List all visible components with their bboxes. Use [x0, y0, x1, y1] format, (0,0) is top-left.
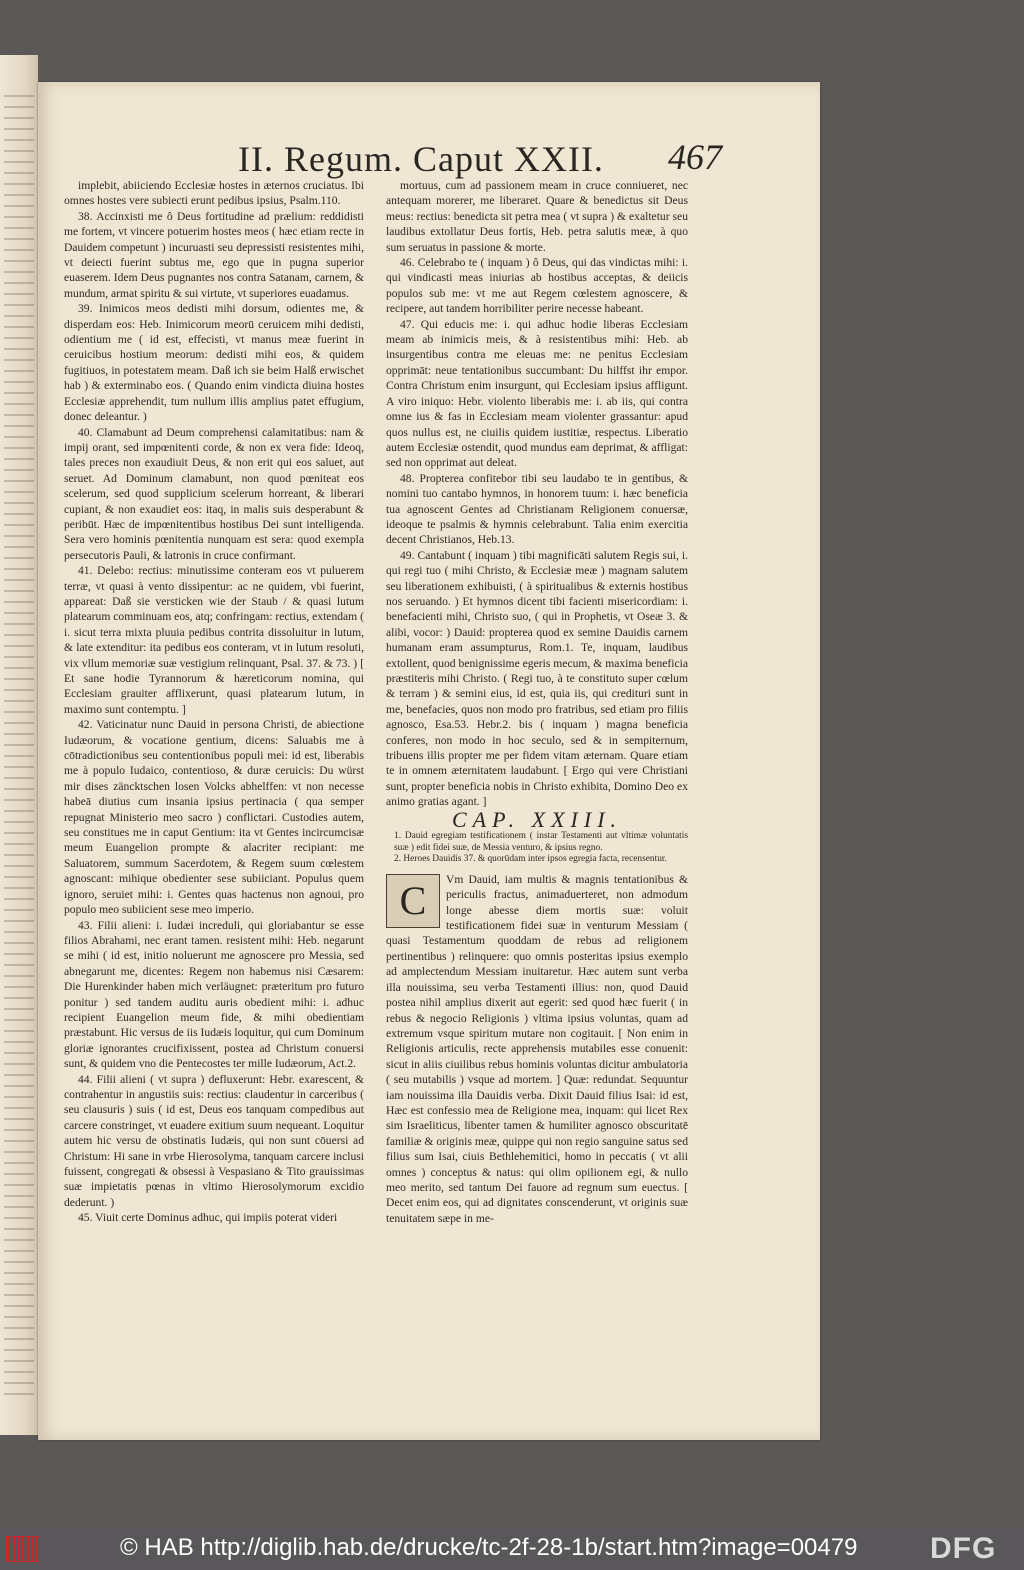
left-page-edge — [0, 55, 38, 1435]
book-page — [38, 82, 820, 1440]
decorated-initial: C — [386, 874, 440, 928]
paragraph: 48. Propterea confitebor tibi seu laudabo te in gentibus, & nomini tuo cantabo hymnos, in honorem tuum: i. hæc beneficia tua agnoscent Gentes ad Christianam Religionem conuersæ, ideoque te psalmis & hymnis celebrabunt. Talia enim exercitia decent Christianos, Heb.13. — [386, 471, 688, 547]
footer-bar — [0, 1528, 1024, 1570]
summary-item: 1. Dauid egregiam testificationem ( instar Testamenti aut vltimæ voluntatis suæ ) edit fidei suæ, de Messia venturo, & ipsius regno. — [394, 831, 688, 853]
paragraph: 39. Inimicos meos dedisti mihi dorsum, odientes me, & disperdam eos: Heb. Inimicorum meorū ceruicem mihi dedisti, odientium me ( id est, effecisti, vt manus meæ fuerint in ceruicibus hostium meorum: dedisti mihi eos, & quidem fugitiuos, in potestatem meam. Daß ich sie beim Halß erwischet hab ) & exterminabo eos. ( Quando enim vindicta diuina hostes Ecclesiæ apprehendit, tum nullum illis amplius patet effugium, donec deleantur. ) — [64, 302, 364, 424]
dfg-logo: DFG — [930, 1532, 997, 1565]
left-page-text — [4, 95, 34, 1395]
paragraph: 43. Filii alieni: i. Iudæi increduli, qui gloriabantur se esse filios Abrahami, nec erant tamen. resistent mihi: Heb. negarunt se mihi ( id est, initio noluerunt me agnoscere pro Messia, sed abnegarunt me, dicentes: Regem non habemus nisi Cæsarem: Die Hurenkinder haben mich verläugnet: præteritum pro futuro ponitur ) sed tandem auditu auris obedient mihi: i. adhuc recipient Euangelion meum fide, & mihi obedientiam præstabunt. Hic versus de iis Iudæis loquitur, qui cum Dominum gloriæ ignorantes crucifixissent, postea ad Christum conuersi sunt, & quidem vno die Pentecostes ter mille Iudæorum, Act.2. — [64, 918, 364, 1071]
summary-item: 2. Heroes Dauidis 37. & quorūdam inter ipsos egregia facta, recensentur. — [394, 854, 667, 865]
chapter-body: Vm Dauid, iam multis & magnis tentationibus & periculis fractus, animaduerteret, non admodum longe abesse diem mortis suæ: voluit testificationem fidei suæ in venturum Messiam ( quasi Testamentum quoddam de rebus ad religionem pertinentibus ) relinquere: quo omnis posteritas ipsius exemplo ad amplectendum Messiam inuitaretur. Hæc autem sunt verba illa nouissima, seu verba Testamenti illius: non, quod Dauid postea nihil amplius dixerit aut egerit: sed quod hæc fuerit ( in rebus & negocio Religionis ) vltima ipsius voluntas, quam ad extremum vsque spiritum mutare non cogitauit. [ Non enim in Religionis articulis, recte apprehensis mutabiles esse conuenit: sicut in aliis ciuilibus rebus hominis voluntas dicitur ambulatoria ( seu mutabilis ) vsque ad mortem. ] Quæ: redundat. Sequuntur iam nouissima illa Dauidis verba. Dixit Dauid filius Isai: id est, Hæc est confessio mea de Religione mea, inquam: qui licet Rex sim Israeliticus, libenter tamen & humiliter agnosco obscuritatē familiæ & originis meæ, quippe qui non regio sanguine satus sed filius sum Isai, ciuis Bethlehemitici, homo in peccatis ( vt alii omnes ) conceptus & natus: qui olim opilionem egi, & nullo meo merito, sed tantum Dei fauore ad regnum sum euectus. [ Decet enim eos, qui ad dignitates conscenderunt, vt originis suæ tenuitatem sæpe in me- — [386, 872, 688, 1225]
paragraph: 38. Accinxisti me ô Deus fortitudine ad prælium: reddidisti me fortem, vt vincere potuerim hostes meos ( hæc etiam recte in Dauidem competunt ) incuruasti seu depressisti resistentes mihi, vt deiecti fuerint subtus me, ego que in pugna superior euaserem. Idem Deus pugnantes nos contra Satanam, carnem, & mundum, armat spiritu & sui virtute, vt superiores euadamus. — [64, 209, 364, 300]
page-number: 467 — [668, 137, 722, 177]
paragraph: 40. Clamabunt ad Deum comprehensi calamitatibus: nam & impij orant, sed impœnitenti corde, & non ex vera fide: Ideoq, tales preces non exaudiuit Deus, & non erit qui eos saluet, aut seruet. Ad Dominum clamabunt, non quod pœniteat eos scelerum, sed quod supplicium scelerum horreant, & liberari cupiant, & non exaudiet eos: itaq, in malis suis desperabunt & peribūt. Hæc de impœnitentibus hostibus Dei sunt intelligenda. Sera vero hominis pœnitentia nunquam est sera: quod exempla persecutoris Pauli, & latronis in cruce confirmant. — [64, 425, 364, 562]
paragraph: mortuus, cum ad passionem meam in cruce conniueret, nec antequam morerer, me liberaret. Quare & benedictus sit Deus meus: rectius: benedicta sit petra mea ( vt supra ) & exaltetur seu laudibus extollatur Deus fortis, Heb. petra salutis meæ, à quo sum seruatus in passione & morte. — [386, 179, 688, 254]
page-header — [238, 137, 722, 179]
paragraph: 41. Delebo: rectius: minutissime conteram eos vt puluerem terræ, vt quasi à vento dissipentur: ac ne quidem, vbi fuerint, appareat: Daß sie versticken wie der Staub / & quasi lutum platearum comminuam eos, atq; confringam: rectius, extendam ( i. sicut terra mixta pluuia pedibus contrita dissoluitur in lutum, & late extenditur: ita pedibus eos conteram, vt in lutum resoluti, vix vllum memoriæ suæ vestigium relinquant, Psal. 37. & 73. ) [ Et sane hodie Tyrannorum & hæreticorum nomina, qui Ecclesiam grauiter afflixerunt, quasi platearum lutum, in maximo sunt contemptu. ] — [64, 564, 364, 716]
paragraph: 49. Cantabunt ( inquam ) tibi magnificāti salutem Regis sui, i. qui regi tuo ( mihi Christo, & Ecclesiæ meæ ) magnam salutem seu liberationem exhibuisti, ( à spiritualibus & externis hostibus nos seruando. ) Et hymnos dicent tibi facienti misericordiam: i. benefacienti mihi, Christo suo, ( qui in Prophetis, vt Oseæ 3. & alibi, vocor: ) Dauid: propterea quod ex semine Dauidis carnem humanam eram assumpturus, Rom.1. Te, inquam, laudibus extollent, quod benignissime egeris mecum, & maxima beneficia præstiteris mihi Christo. ( Regi tuo, à te constituto super cœlum & terram ) & semini eius, id est, quia iis, qui credituri sunt in me, benefacies, quos non modo pro fratribus, sed etiam pro filiis agnosco, Esa.53. Hebr.2. bis ( inquam ) magna beneficia conferes, non modo in hoc seculo, sed & in sempiternum, tribuens illis propter me per fidem vitam æternam. Quare etiam te in omnem æternitatem laudabunt. [ Ergo qui vere Christiani sunt, propter beneficia nobis in Christo exhibita, Domino Deo ex animo gratias agant. ] — [386, 548, 688, 809]
credit-link[interactable]: © HAB http://diglib.hab.de/drucke/tc-2f-28-1b/start.htm?image=00479 — [120, 1534, 858, 1561]
chapter-heading: CAP. XXIII. — [451, 806, 623, 832]
paragraph: 42. Vaticinatur nunc Dauid in persona Christi, de abiectione Iudæorum, & vocatione gentium, dicens: Saluabis me à cōtradictionibus seu contentionibus populi mei: id est, liberabis me à populo Iudaico, contentioso, & duræ ceruicis: Du würst mir dises zäncktschen losen Volcks abhelffen: vt non necesse habeā diutius cum insania ipsius pertinacia ( qua semper repugnat Ministerio meo sacro ) conflictari. Custodies autem, seu constitues me in caput Gentium: ita vt Gentes incircumcisæ meum Euangelion prompte & alacriter recipiant: me Saluatorem, summum Sacerdotem, & Regem suum cœlestem agnoscant: mihique obedienter sese subiiciant. Populus quem ignoro, seruiet mihi: i. Gentes quas hactenus non agnoui, pro populo meo subiicient sese meo imperio. — [64, 718, 364, 917]
paragraph: 46. Celebrabo te ( inquam ) ô Deus, qui das vindictas mihi: i. qui vindicasti meas iniurias ab hostibus acceptas, & deiicis populos sub me: vt me aut Regem cœlestem agnoscere, & recipere, aut tandem horribiliter perire necesse habeant. — [386, 256, 688, 316]
paragraph: implebit, abiiciendo Ecclesiæ hostes in æternos cruciatus. Ibi omnes hostes vere subiecti erunt pedibus ipsius, Psalm.110. — [64, 179, 364, 208]
paragraph: 47. Qui educis me: i. qui adhuc hodie liberas Ecclesiam meam ab inimicis meis, & à resistentibus mihi: Heb. ab insurgentibus contra me eleuas me: ne penitus Ecclesiam opprimāt: neue tentationibus succumbant: Du hilffst ihr empor. Contra Christum enim insurgunt, qui Ecclesiam ipsius affligunt. A viro iniquo: Hebr. violento liberabis me: i. ab iis, qui contra omne ius & fas in Ecclesiam meam violenter grassantur: apud quos nullus est, ne ciuilis quidem iustitiæ, respectus. Liberatio autem Ecclesiæ ostendit, quod mundus eam deprimat, & affligat: sed non opprimat aut deleat. — [386, 317, 688, 470]
running-title: II. Regum. Caput XXII. — [238, 139, 604, 179]
barcode-logo-icon — [6, 1536, 40, 1562]
left-column — [64, 178, 364, 1226]
paragraph: 44. Filii alieni ( vt supra ) defluxerunt: Hebr. exarescent, & contrahentur in angustiis suis: rectius: claudentur in carceribus ( seu clausuris ) suis ( id est, Deus eos tanquam compedibus aut carcere constringet, vt euadere exitium suum nequeant. Loquitur autem hic versu de obstinatis Iudæis, qui non sunt cōuersi ad Christum: Hi sane in vrbe Hierosolyma, tanquam carcere inclusi fuissent, congregati & obsessi à Vespasiano & Tito grauissimas suæ impietatis pœnas in vltimo Hierosolymorum excidio dederunt. ) — [64, 1072, 364, 1209]
chapter-summary — [394, 831, 688, 866]
paragraph: 45. Viuit certe Dominus adhuc, qui impiis poterat videri — [78, 1211, 338, 1225]
right-column — [386, 178, 688, 1226]
